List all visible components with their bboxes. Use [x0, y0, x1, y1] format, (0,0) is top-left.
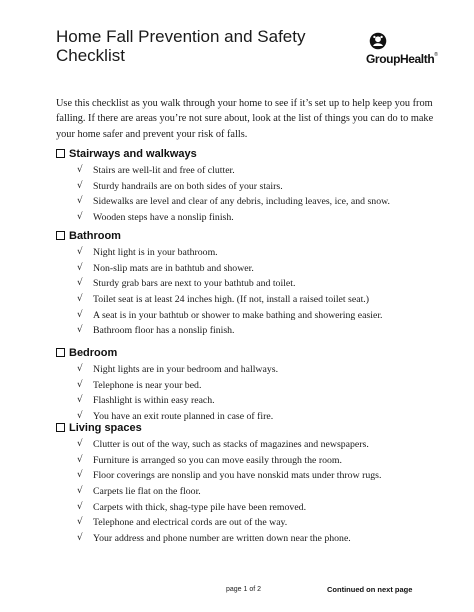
checkmark-icon: √: [77, 364, 83, 374]
checklist-item-text: Sturdy handrails are on both sides of your stairs.: [93, 180, 283, 192]
grouphealth-logo: [366, 32, 438, 74]
checklist-item-text: Non-slip mats are in bathtub and shower.: [93, 262, 254, 274]
checkmark-icon: √: [77, 165, 83, 175]
checkbox-icon[interactable]: [56, 423, 65, 432]
checklist-section: [56, 420, 446, 547]
checklist-item: [56, 515, 446, 531]
checklist-items: [56, 362, 446, 425]
section-title: Living spaces: [69, 421, 142, 434]
checkmark-icon: √: [77, 278, 83, 289]
checklist-item-text: Clutter is out of the way, such as stacks of magazines and newspapers.: [93, 439, 369, 450]
checklist-item: [56, 261, 446, 277]
checklist-item-text: A seat is in your bathtub or shower to make bathing and showering easier.: [93, 309, 383, 321]
checklist-item: [56, 323, 446, 339]
page-number: page 1 of 2: [226, 586, 262, 593]
continued-note: Continued on next page: [327, 585, 413, 594]
checkmark-icon: √: [77, 180, 83, 191]
checkmark-icon: √: [77, 486, 83, 497]
checklist-item: [56, 276, 446, 292]
checklist-items: [56, 245, 446, 339]
section-title: Bathroom: [69, 229, 121, 242]
checkbox-icon[interactable]: [56, 348, 65, 357]
checklist-item-text: Carpets with thick, shag-type pile have been removed.: [93, 501, 307, 513]
checkmark-icon: √: [77, 325, 83, 336]
checkmark-icon: √: [77, 454, 83, 465]
checkmark-icon: √: [77, 501, 83, 512]
logo-wordmark: GroupHealth®: [366, 52, 438, 66]
checkmark-icon: √: [77, 196, 83, 207]
checklist-item-text: Floor coverings are nonslip and you have nonskid mats under throw rugs.: [93, 470, 382, 482]
checklist-item-text: Telephone is near your bed.: [93, 379, 202, 391]
checkmark-icon: √: [77, 411, 83, 422]
checklist-items: [56, 163, 446, 226]
section-heading: [56, 228, 446, 243]
title-line-2: Checklist: [56, 46, 125, 65]
checkmark-icon: √: [77, 439, 83, 449]
checklist-item-text: Flashlight is within easy reach.: [93, 395, 215, 407]
checklist-item-text: Carpets lie flat on the floor.: [93, 486, 201, 498]
checklist-item: [56, 210, 446, 226]
checkmark-icon: √: [77, 517, 83, 528]
checklist-item: [56, 308, 446, 324]
checkbox-icon[interactable]: [56, 231, 65, 240]
checkmark-icon: √: [77, 533, 83, 544]
checklist-item-text: Night lights are in your bedroom and hallways.: [93, 364, 279, 375]
section-heading: [56, 420, 446, 435]
checklist-item-text: Stairs are well-lit and free of clutter.: [93, 165, 235, 176]
checklist-item: [56, 163, 446, 179]
checklist-item-text: You have an exit route planned in case of fire.: [93, 411, 274, 423]
section-heading: [56, 146, 446, 161]
checklist-item: [56, 292, 446, 308]
checklist-item: [56, 484, 446, 500]
checklist-item-text: Your address and phone number are written down near the phone.: [93, 533, 351, 545]
checklist-item-text: Furniture is arranged so you can move easily through the room.: [93, 454, 342, 466]
checklist-item-text: Telephone and electrical cords are out of the way.: [93, 517, 288, 529]
checkmark-icon: √: [77, 470, 83, 481]
checklist-item: [56, 245, 446, 261]
checkmark-icon: √: [77, 309, 83, 320]
checklist-item-text: Sturdy grab bars are next to your bathtub and toilet.: [93, 278, 296, 290]
checklist-item-text: Toilet seat is at least 24 inches high. (If not, install a raised toilet seat.): [93, 294, 370, 306]
checklist-section: [56, 345, 446, 425]
intro-paragraph: Use this checklist as you walk through your home to see if it’s set up to help keep you from falling. If there are areas you’re not sure about, look at the list of things you can do to make your home safer and prevent your risk of falls.: [56, 98, 434, 140]
page-title: [56, 27, 346, 65]
checklist-item: [56, 531, 446, 547]
checklist-items: [56, 437, 446, 547]
checklist-item: [56, 378, 446, 394]
checklist-section: [56, 228, 446, 339]
section-heading: [56, 345, 446, 360]
checklist-item: [56, 500, 446, 516]
section-title: Stairways and walkways: [69, 147, 197, 160]
checklist-item-text: Sidewalks are level and clear of any debris, including leaves, ice, and snow.: [93, 196, 390, 208]
checkbox-icon[interactable]: [56, 149, 65, 158]
checkmark-icon: √: [77, 379, 83, 390]
checkmark-icon: √: [77, 247, 83, 257]
checklist-item: [56, 437, 446, 453]
checklist-item: [56, 393, 446, 409]
checkmark-icon: √: [77, 262, 83, 273]
checklist-item-text: Night light is in your bathroom.: [93, 247, 218, 258]
checklist-section: [56, 146, 446, 226]
title-line-1: Home Fall Prevention and Safety: [56, 27, 306, 46]
checklist-item: [56, 362, 446, 378]
checkmark-icon: √: [77, 294, 83, 305]
checklist-item: [56, 179, 446, 195]
checklist-item: [56, 468, 446, 484]
checklist-item: [56, 453, 446, 469]
checkmark-icon: √: [77, 395, 83, 406]
checklist-item: [56, 194, 446, 210]
checklist-item-text: Bathroom floor has a nonslip finish.: [93, 325, 235, 337]
section-title: Bedroom: [69, 346, 118, 359]
grouphealth-mark-icon: [369, 32, 387, 50]
checklist-item-text: Wooden steps have a nonslip finish.: [93, 212, 234, 224]
checkmark-icon: √: [77, 212, 83, 223]
